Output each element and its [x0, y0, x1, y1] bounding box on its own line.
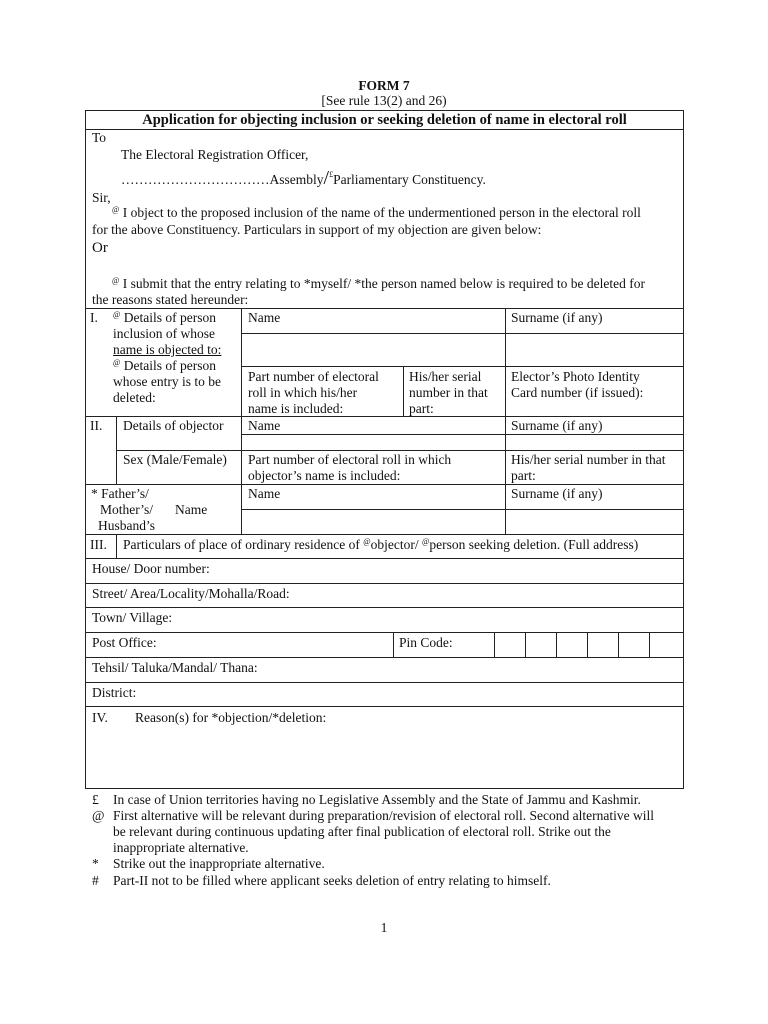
slash-mark: /	[323, 167, 330, 189]
pin-digit-box[interactable]	[494, 632, 525, 657]
assembly-text: ……………………………Assembly	[121, 172, 324, 187]
tehsil-label: Tehsil/ Taluka/Mandal/ Thana:	[92, 660, 258, 675]
person-part-number-label: Part number of electoral roll in which his/her name is included:	[248, 369, 379, 416]
pin-digit-box[interactable]	[618, 632, 649, 657]
objector-sex-label: Sex (Male/Female)	[123, 452, 227, 467]
parliamentary-text: Parliamentary Constituency.	[333, 172, 486, 187]
person-surname-label: Surname (if any)	[511, 310, 603, 325]
pound-mark: £	[329, 170, 334, 179]
person-name-label: Name	[248, 310, 281, 325]
objector-serial-number-label: His/her serial number in that part:	[511, 452, 666, 483]
form-number: FORM 7	[358, 78, 410, 93]
pin-digit-box[interactable]	[587, 632, 618, 657]
officer-line: The Electoral Registration Officer,	[121, 147, 309, 162]
deletion-statement-cont: the reasons stated hereunder:	[92, 292, 249, 307]
page-number: 1	[380, 920, 388, 935]
person-serial-number-label: His/her serial number in that part:	[409, 369, 488, 416]
section-1-description: @ Details of person inclusion of whose name is objected to: @ Details of person whose entry is to be deleted:	[113, 310, 222, 405]
post-office-label: Post Office:	[92, 635, 157, 650]
residence-particulars-label: Particulars of place of ordinary residence of @objector/ @person seeking deletion. (Full address)	[123, 537, 639, 552]
pin-digit-box[interactable]	[649, 632, 680, 657]
section-3-numeral: III.	[90, 537, 107, 552]
pin-code-label: Pin Code:	[399, 635, 453, 650]
or-label: Or	[92, 240, 108, 256]
constituency-line	[121, 167, 486, 189]
town-village-label: Town/ Village:	[92, 610, 173, 625]
relative-name-label: Name	[248, 486, 281, 501]
deletion-statement: @ I submit that the entry relating to *myself/ *the person named below is required to be deleted for	[112, 276, 645, 291]
to-label: To	[92, 130, 107, 145]
rule-reference: [See rule 13(2) and 26)	[321, 93, 447, 108]
house-number-label: House/ Door number:	[92, 561, 210, 576]
objector-surname-label: Surname (if any)	[511, 418, 603, 433]
objector-name-label: Name	[248, 418, 281, 433]
objection-statement-cont: for the above Constituency. Particulars in support of my objection are given below:	[92, 222, 542, 237]
objection-statement: @ I object to the proposed inclusion of the name of the undermentioned person in the electoral roll	[112, 205, 641, 220]
section-4-numeral: IV.	[92, 710, 108, 725]
salutation: Sir,	[92, 190, 111, 205]
objector-details-label: Details of objector	[123, 418, 224, 433]
district-label: District:	[92, 685, 137, 700]
pin-digit-box[interactable]	[525, 632, 556, 657]
form-title: Application for objecting inclusion or seeking deletion of name in electoral roll	[142, 112, 627, 128]
section-1-numeral: I.	[90, 310, 98, 325]
relative-label: * Father’s/ Mother’s/ Name Husband’s	[91, 486, 208, 533]
person-epic-label: Elector’s Photo Identity Card number (if issued):	[511, 369, 644, 400]
reasons-label: Reason(s) for *objection/*deletion:	[135, 710, 327, 725]
section-2-numeral: II.	[90, 418, 103, 433]
relative-surname-label: Surname (if any)	[511, 486, 603, 501]
objector-part-number-label: Part number of electoral roll in which objector’s name is included:	[248, 452, 452, 483]
street-label: Street/ Area/Locality/Mohalla/Road:	[92, 586, 290, 601]
pin-digit-box[interactable]	[556, 632, 587, 657]
